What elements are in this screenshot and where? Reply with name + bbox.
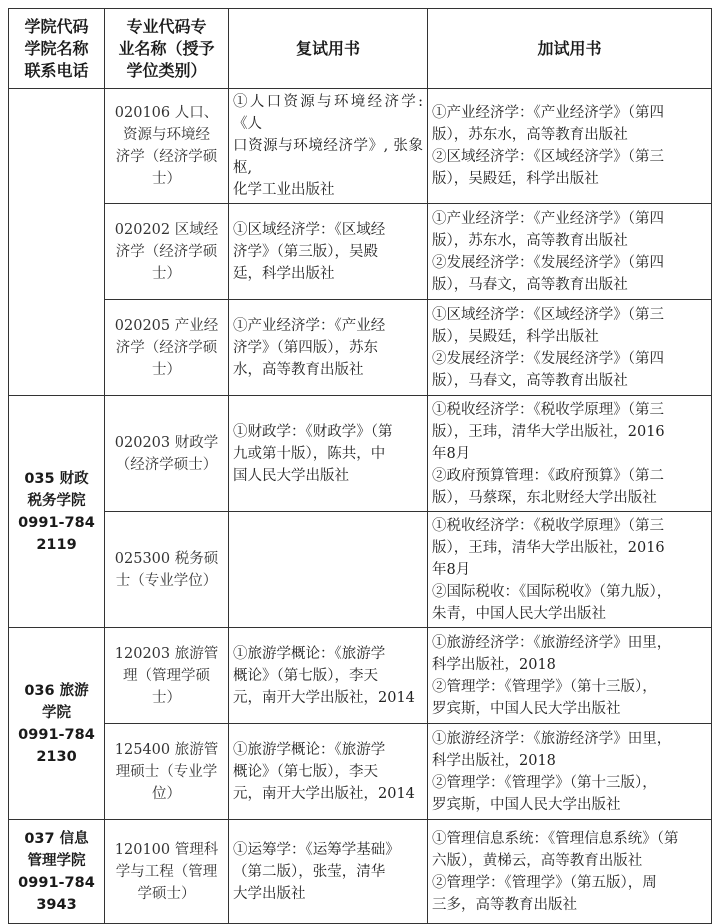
extra-books-cell: ①旅游经济学：《旅游经济学》田里， 科学出版社，2018 ②管理学：《管理学》（第十三版）， 罗宾斯，中国人民大学出版社 [428,724,712,820]
table-row [9,820,712,924]
major-cell: 020106 人口、 资源与环境经 济学（经济学硕 士） [105,89,229,204]
table-row [9,396,712,512]
major-cell: 120100 管理科 学与工程（管理 学硕士） [105,820,229,924]
retest-books-cell: ①产业经济学：《产业经 济学》（第四版），苏东 水，高等教育出版社 [229,300,428,396]
retest-books-cell: ①区域经济学：《区域经 济学》（第三版），吴殿 廷，科学出版社 [229,204,428,300]
table-row [9,89,712,204]
header-retest-books: 复试用书 [229,9,428,89]
table-row [9,300,712,396]
major-cell: 020202 区域经 济学（经济学硕 士） [105,204,229,300]
extra-books-cell: ①管理信息系统：《管理信息系统》（第 六版），黄梯云，高等教育出版社 ②管理学：《管理学》（第五版），周 三多，高等教育出版社 [428,820,712,924]
extra-books-cell: ①区域经济学：《区域经济学》（第三 版），吴殿廷，科学出版社 ②发展经济学：《发展经济学》（第四 版），马春文，高等教育出版社 [428,300,712,396]
header-extra-books: 加试用书 [428,9,712,89]
college-cell: 036 旅游 学院 0991-784 2130 [9,628,105,820]
table-row [9,724,712,820]
reexam-books-table [8,8,712,924]
header-college: 学院代码 学院名称 联系电话 [9,9,105,89]
extra-books-cell: ①税收经济学：《税收学原理》（第三 版），王玮，清华大学出版社，2016 年8月 ②政府预算管理：《政府预算》（第二 版），马蔡琛，东北财经大学出版社 [428,396,712,512]
retest-books-cell: ①旅游学概论：《旅游学 概论》（第七版），李天 元，南开大学出版社，2014 [229,724,428,820]
extra-books-cell: ①税收经济学：《税收学原理》（第三 版），王玮，清华大学出版社，2016 年8月 ②国际税收：《国际税收》（第九版）， 朱青，中国人民大学出版社 [428,512,712,628]
table-row [9,628,712,724]
retest-books-cell: ①财政学：《财政学》（第 九或第十版），陈共，中 国人民大学出版社 [229,396,428,512]
extra-books-cell: ①产业经济学：《产业经济学》（第四 版），苏东水，高等教育出版社 ②区域经济学：《区域经济学》（第三 版），吴殿廷，科学出版社 [428,89,712,204]
major-cell: 025300 税务硕 士（专业学位） [105,512,229,628]
table-row [9,204,712,300]
major-cell: 120203 旅游管 理（管理学硕 士） [105,628,229,724]
extra-books-cell: ①旅游经济学：《旅游经济学》田里， 科学出版社，2018 ②管理学：《管理学》（第十三版）， 罗宾斯，中国人民大学出版社 [428,628,712,724]
college-cell: 037 信息 管理学院 0991-784 3943 [9,820,105,924]
retest-books-cell-empty [229,512,428,628]
header-row [9,9,712,89]
retest-books-cell: ①运筹学：《运筹学基础》 （第二版），张莹，清华 大学出版社 [229,820,428,924]
extra-books-cell: ①产业经济学：《产业经济学》（第四 版），苏东水，高等教育出版社 ②发展经济学：《发展经济学》（第四 版），马春文，高等教育出版社 [428,204,712,300]
major-cell: 020203 财政学 （经济学硕士） [105,396,229,512]
college-cell: 035 财政 税务学院 0991-784 2119 [9,396,105,628]
table-row [9,512,712,628]
retest-books-cell: ①旅游学概论：《旅游学 概论》（第七版），李天 元，南开大学出版社，2014 [229,628,428,724]
major-cell: 125400 旅游管 理硕士（专业学 位） [105,724,229,820]
major-cell: 020205 产业经 济学（经济学硕 士） [105,300,229,396]
retest-books-cell: ①人口资源与环境经济学:《人 口资源与环境经济学》, 张象枢, 化学工业出版社 [229,89,428,204]
college-cell-empty [9,89,105,396]
header-major: 专业代码专 业名称（授予 学位类别） [105,9,229,89]
